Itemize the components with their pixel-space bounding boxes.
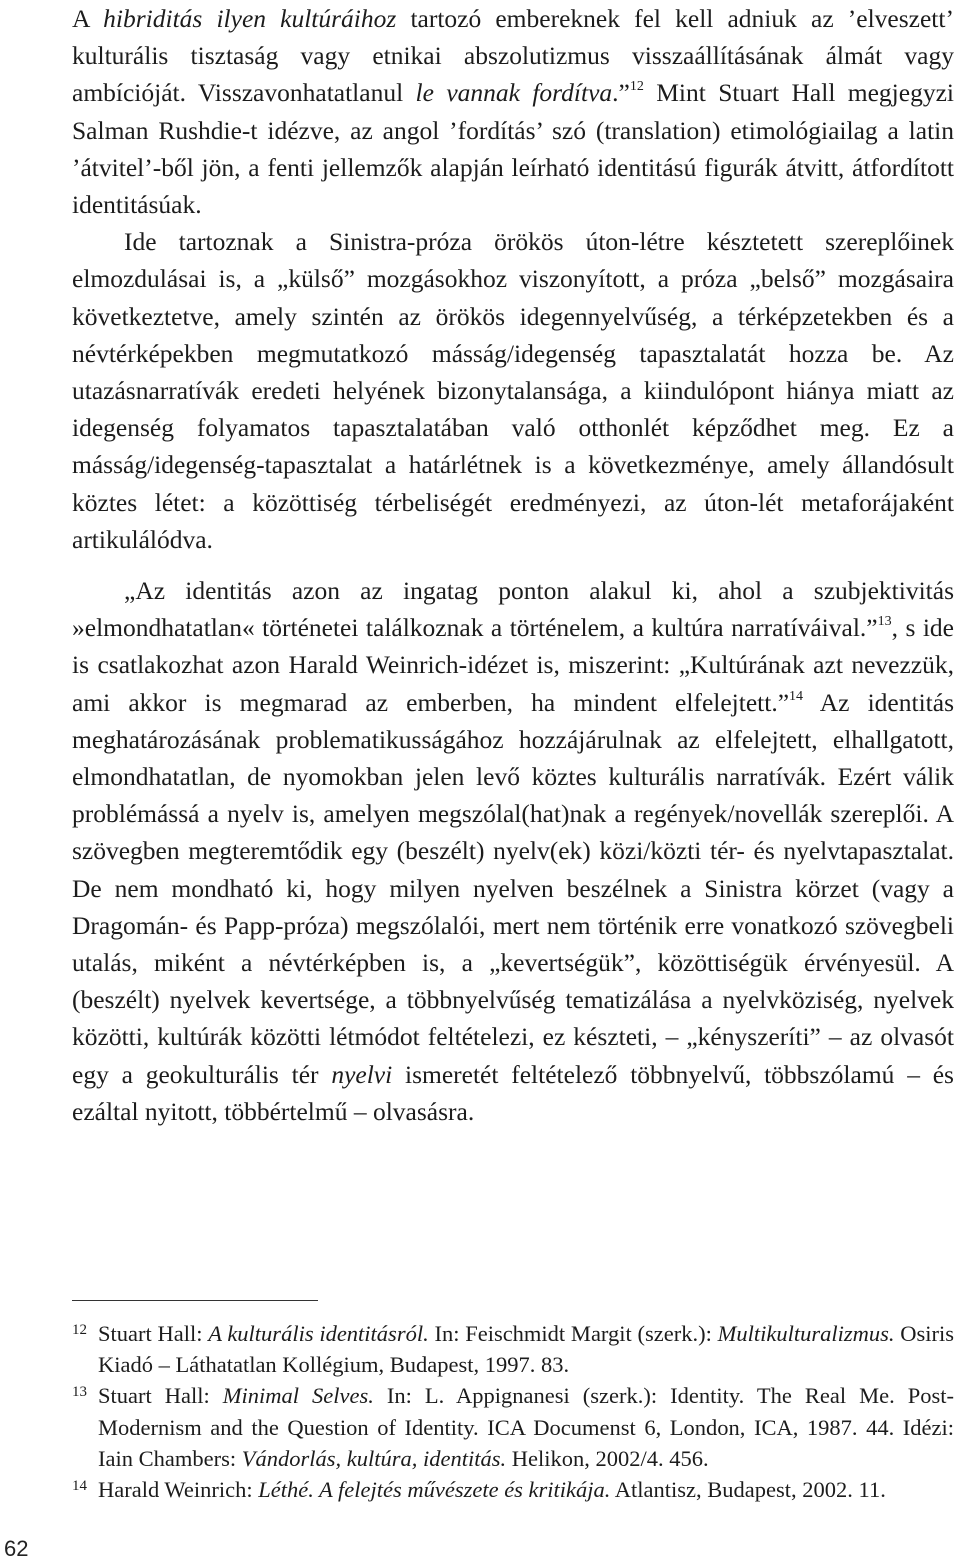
footnote-number: 13 (72, 1384, 87, 1401)
paragraph-3 (72, 572, 954, 1130)
text-run: Stuart Hall: (98, 1321, 209, 1346)
footnote-divider (72, 1300, 318, 1301)
text-run: Harald Weinrich: (98, 1477, 259, 1503)
paragraph-2: Ide tartoznak a Sinistra-próza örökös úton-létre késztetett szereplőinek elmozdulásai is, a „külső” mozgásokhoz viszonyított, a próza „belső” mozgásaira következtetve, amely szintén az örökös idegennyelvűség, a térképzetekben és a névtérképekben megmutatkozó másság/idegenség tapasztalatát hozza be. Az utazásnarratívák eredeti helyének bizonytalansága, a kiindulópont hiánya miatt az idegenség folyamatos tapasztalatában való otthonlét képződhet meg. Ez a másság/idegenség-tapasztalat a határlétnek is a következménye, amely állandósult köztes létet: a közöttiség térbeliségét eredményezi, az úton-lét metaforájaként artikulálódva. (72, 227, 954, 554)
main-text (72, 0, 954, 1130)
text-run: In: L. Appignanesi (szerk.): Identity. The Real Me. Post-Modernism and the Question of Identity. ICA Documenst 6, London, ICA, 1987. 44. Idézi: Iain Chambers: (98, 1383, 954, 1471)
text-run: Helikon, 2002/4. 456. (506, 1445, 709, 1471)
italic-run: Multikulturalizmus. (717, 1321, 895, 1346)
footnote-14 (72, 1474, 954, 1505)
text-run: Mint Stuart Hall megjegyzi Salman Rushdie-t idézve, az angol ’fordítás’ szó (translation) etimológiailag a latin ’átvitel’-ből jön, a fenti jellemzők alapján leírható identitású figurák átvitt, átfordított identitásúak. (72, 78, 954, 220)
text-run: .” (612, 78, 630, 108)
footnote-13 (72, 1380, 954, 1474)
italic-run: hibriditás ilyen kultúráihoz (103, 4, 397, 33)
text-run: Stuart Hall: (98, 1383, 223, 1409)
footnote-number: 14 (72, 1478, 87, 1495)
text-run: ismeretét feltételező többnyelvű, többszólamú – és ezáltal nyitott, többértelmű – olvasásra. (72, 1059, 954, 1126)
paragraph-1 (72, 0, 954, 223)
footnotes (72, 1318, 954, 1505)
italic-run: Léthé. A felejtés művészete és kritikája. (258, 1477, 611, 1503)
text-run: A (72, 4, 104, 33)
italic-run: Vándorlás, kultúra, identitás. (241, 1445, 507, 1471)
text-run: Osiris Kiadó – Láthatatlan Kollégium, Budapest, 1997. 83. (98, 1321, 954, 1378)
quote-run: „Az identitás azon az ingatag ponton alakul ki, ahol a szubjektivitás »elmondhatatlan« történetei találkoznak a történelem, a kultúra narratíváival.” (72, 576, 954, 643)
italic-run: le vannak fordítva (415, 78, 613, 108)
italic-run: A kulturális identitásról. (208, 1321, 429, 1346)
footnote-ref-12[interactable]: 12 (629, 79, 644, 95)
italic-run: nyelvi (331, 1059, 393, 1089)
text-run: , s ide is csatlakozhat azon Harald Weinrich-idézet is, miszerint: „Kultúrának azt nevezzük, ami akkor is megmarad az emberben, ha mindent elfelejtett.” (72, 613, 954, 717)
footnote-12 (72, 1318, 954, 1380)
text-run: Az identitás meghatározásának problematikusságához hozzájárulnak az elfelejtett, elhallgatott, elmondhatatlan, de nyomokban jelen levő köztes kulturális narratívák. Ezért válik problémássá a nyelv is, amelyen megszólal(hat)nak a regények/novellák szereplői. A szövegben megteremtődik egy (beszélt) nyelv(ek) közi/közti tér- és nyelvtapasztalat. De nem mondható ki, hogy milyen nyelven beszélnek a Sinistra körzet (vagy a Dragomán- és Papp-próza) megszólalói, mert nem történik erre vonatkozó szövegbeli utalás, miként a névtérképben is, a „kevertségük”, közöttiségük érvényesül. A (beszélt) nyelvek kevertsége, a többnyelvűség tematizálása a nyelvköziség, nyelvek közötti, kultúrák közötti létmódot feltételezi, ez készteti, – „kényszeríti” – az olvasót egy a geokulturális tér (72, 687, 954, 1089)
text-run: In: Feischmidt Margit (szerk.): (428, 1321, 718, 1346)
page-number: 62 (4, 1536, 29, 1561)
italic-run: Minimal Selves. (222, 1383, 374, 1409)
footnote-ref-13[interactable]: 13 (877, 614, 892, 630)
text-run: tartozó embereknek fel kell adniuk az ’elveszett’ kulturális tisztaság vagy etnikai abszolutizmus visszaállításának álmát vagy ambícióját. Visszavonhatatlanul (72, 4, 954, 108)
footnote-ref-14[interactable]: 14 (789, 688, 804, 704)
text-run: Atlantisz, Budapest, 2002. 11. (610, 1477, 886, 1503)
footnote-number: 12 (72, 1322, 87, 1338)
